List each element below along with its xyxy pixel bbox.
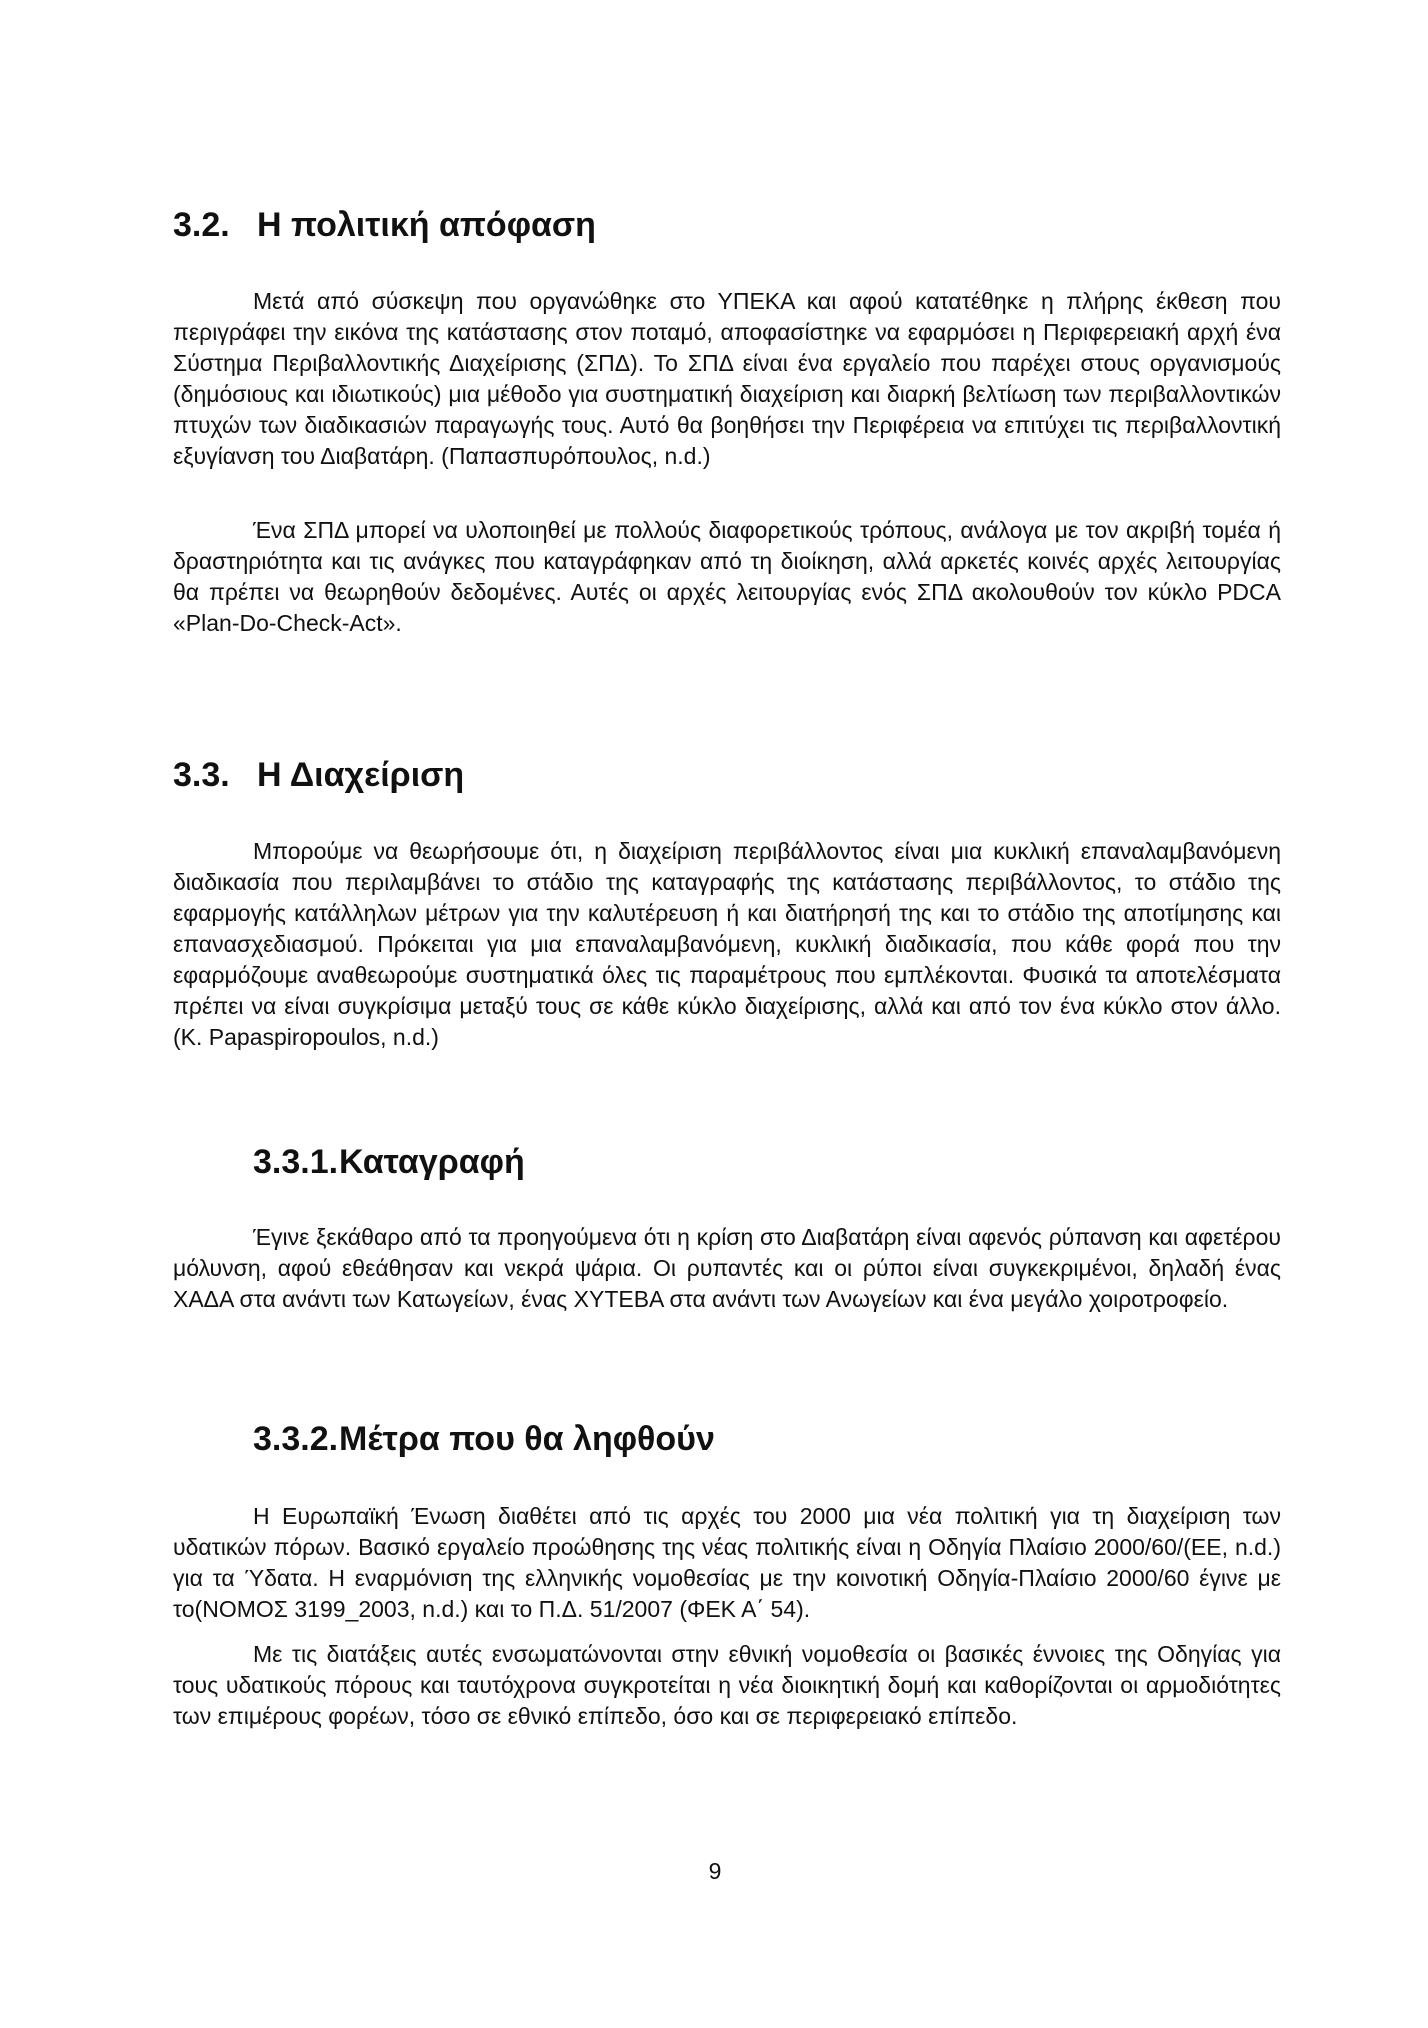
section-heading-3-3-2 bbox=[253, 1419, 715, 1459]
section-number: 3.3.2. bbox=[253, 1420, 339, 1458]
paragraph: Έγινε ξεκάθαρο από τα προηγούμενα ότι η κρίση στο Διαβατάρη είναι αφενός ρύπανση και αφετέρου μόλυνση, αφού εθεάθησαν και νεκρά ψάρια. Οι ρυπαντές και οι ρύποι είναι συγκεκριμένοι, δηλαδή ένας ΧΑΔΑ στα ανάντι των Κατωγείων, ένας ΧΥΤΕΒΑ στα ανάντι των Ανωγείων και ένα μεγάλο χοιροτροφείο. bbox=[173, 1224, 1281, 1312]
section-title: Η πολιτική απόφαση bbox=[257, 206, 596, 244]
section-title: Μέτρα που θα ληφθούν bbox=[339, 1420, 715, 1458]
section-heading-3-3-1 bbox=[253, 1142, 525, 1182]
paragraph: Ένα ΣΠΔ μπορεί να υλοποιηθεί με πολλούς διαφορετικούς τρόπους, ανάλογα με τον ακριβή τομέα ή δραστηριότητα και τις ανάγκες που καταγράφηκαν από τη διοίκηση, αλλά αρκετές κοινές αρχές λειτουργίας θα πρέπει να θεωρηθούν δεδομένες. Αυτές οι αρχές λειτουργίας ενός ΣΠΔ ακολουθούν τον κύκλο PDCA «Plan-Do-Check-Act». bbox=[173, 517, 1281, 636]
section-heading-3-3 bbox=[173, 755, 464, 795]
paragraph: Η Ευρωπαϊκή Ένωση διαθέτει από τις αρχές του 2000 μια νέα πολιτική για τη διαχείριση των υδατικών πόρων. Βασικό εργαλείο προώθησης της νέας πολιτικής είναι η Οδηγία Πλαίσιο 2000/60/(ΕΕ, n.d.) για τα Ύδατα. Η εναρμόνιση της ελληνικής νομοθεσίας με την κοινοτική Οδηγία-Πλαίσιο 2000/60 έγινε με το(ΝΟΜΟΣ 3199_2003, n.d.) και το Π.Δ. 51/2007 (ΦΕΚ Α΄ 54). bbox=[173, 1503, 1281, 1622]
section-title: Η Διαχείριση bbox=[257, 756, 465, 794]
section-title: Καταγραφή bbox=[339, 1143, 525, 1181]
section-heading-3-2 bbox=[173, 205, 596, 245]
section-number: 3.3.1. bbox=[253, 1143, 339, 1181]
paragraph: Μετά από σύσκεψη που οργανώθηκε στο ΥΠΕΚΑ και αφού κατατέθηκε η πλήρης έκθεση που περιγράφει την εικόνα της κατάστασης στον ποταμό, αποφασίστηκε να εφαρμόσει η Περιφερειακή αρχή ένα Σύστημα Περιβαλλοντικής Διαχείρισης (ΣΠΔ). Το ΣΠΔ είναι ένα εργαλείο που παρέχει στους οργανισμούς (δημόσιους και ιδιωτικούς) μια μέθοδο για συστηματική διαχείριση και διαρκή βελτίωση των περιβαλλοντικών πτυχών των διαδικασιών παραγωγής τους. Αυτό θα βοηθήσει την Περιφέρεια να επιτύχει τις περιβαλλοντική εξυγίανση του Διαβατάρη. (Παπασπυρόπουλος, n.d.) bbox=[173, 288, 1281, 469]
paragraph: Με τις διατάξεις αυτές ενσωματώνονται στην εθνική νομοθεσία οι βασικές έννοιες της Οδηγίας για τους υδατικούς πόρους και ταυτόχρονα συγκροτείται η νέα διοικητική δομή και καθορίζονται οι αρμοδιότητες των επιμέρους φορέων, τόσο σε εθνικό επίπεδο, όσο και σε περιφερειακό επίπεδο. bbox=[173, 1641, 1281, 1729]
page-number: 9 bbox=[708, 1858, 722, 1884]
section-number: 3.3. bbox=[173, 756, 230, 794]
paragraph: Μπορούμε να θεωρήσουμε ότι, η διαχείριση περιβάλλοντος είναι μια κυκλική επαναλαμβανόμενη διαδικασία που περιλαμβάνει το στάδιο της καταγραφής της κατάστασης περιβάλλοντος, το στάδιο της εφαρμογής κατάλληλων μέτρων για την καλυτέρευση ή και διατήρησή της και το στάδιο της αποτίμησης και επανασχεδιασμού. Πρόκειται για μια επαναλαμβανόμενη, κυκλική διαδικασία, που κάθε φορά που την εφαρμόζουμε αναθεωρούμε συστηματικά όλες τις παραμέτρους που εμπλέκονται. Φυσικά τα αποτελέσματα πρέπει να είναι συγκρίσιμα μεταξύ τους σε κάθε κύκλο διαχείρισης, αλλά και από τον ένα κύκλο στον άλλο. (K. Papaspiropoulos, n.d.) bbox=[173, 838, 1281, 1050]
section-number: 3.2. bbox=[173, 206, 230, 244]
